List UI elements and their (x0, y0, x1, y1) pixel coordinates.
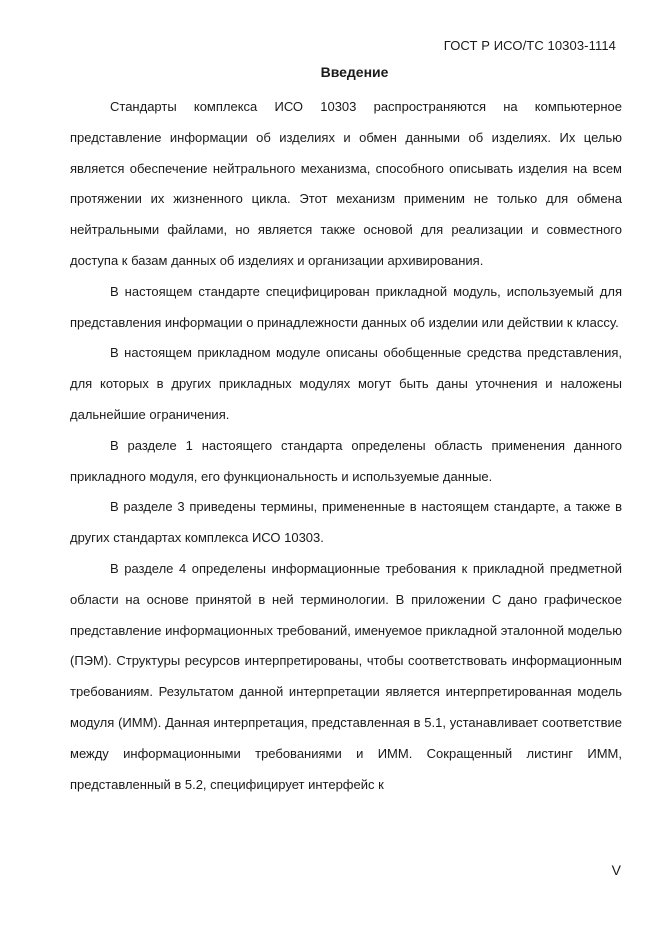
paragraph-section-1: В разделе 1 настоящего стандарта определены область применения данного прикладного модуля, его функциональность и используемые данные. (70, 437, 622, 484)
section-title: Введение (320, 64, 389, 80)
paragraph-module-purpose: В настоящем стандарте специфицирован прикладной модуль, используемый для представления информации о принадлежности данных об изделии или действии к классу. (70, 283, 622, 330)
paragraph-scope: Стандарты комплекса ИСО 10303 распространяются на компьютерное представление информации об изделиях и обмен данными об изделиях. Их целью является обеспечение нейтрального механизма, способного описывать изделия на всем протяжении их жизненного цикла. Этот механизм применим не только для обмена нейтральными файлами, но является также основой для реализации и совместного доступа к базам данных об изделиях и организации архивирования. (70, 99, 622, 268)
paragraph-generic-means: В настоящем прикладном модуле описаны обобщенные средства представления, для которых в других прикладных модулях могут быть даны уточнения и наложены дальнейшие ограничения. (70, 345, 622, 422)
page-number: V (611, 862, 621, 878)
paragraph-section-4: В разделе 4 определены информационные требования к прикладной предметной области на основе принятой в ней терминологии. В приложении С дано графическое представление информационных требований, именуемое прикладной эталонной моделью (ПЭМ). Структуры ресурсов интерпретированы, чтобы соответствовать информационным требованиям. Результатом данной интерпретации является интерпретированная модель модуля (ИММ). Данная интерпретация, представленная в 5.1, устанавливает соответствие между информационными требованиями и ИММ. Сокращенный листинг ИММ, представленный в 5.2, специфицирует интерфейс к (70, 560, 622, 792)
document-body (70, 92, 622, 800)
paragraph-section-3: В разделе 3 приведены термины, примененные в настоящем стандарте, а также в других стандартах комплекса ИСО 10303. (70, 499, 622, 546)
document-header-code: ГОСТ Р ИСО/ТС 10303-1114 (443, 38, 616, 53)
